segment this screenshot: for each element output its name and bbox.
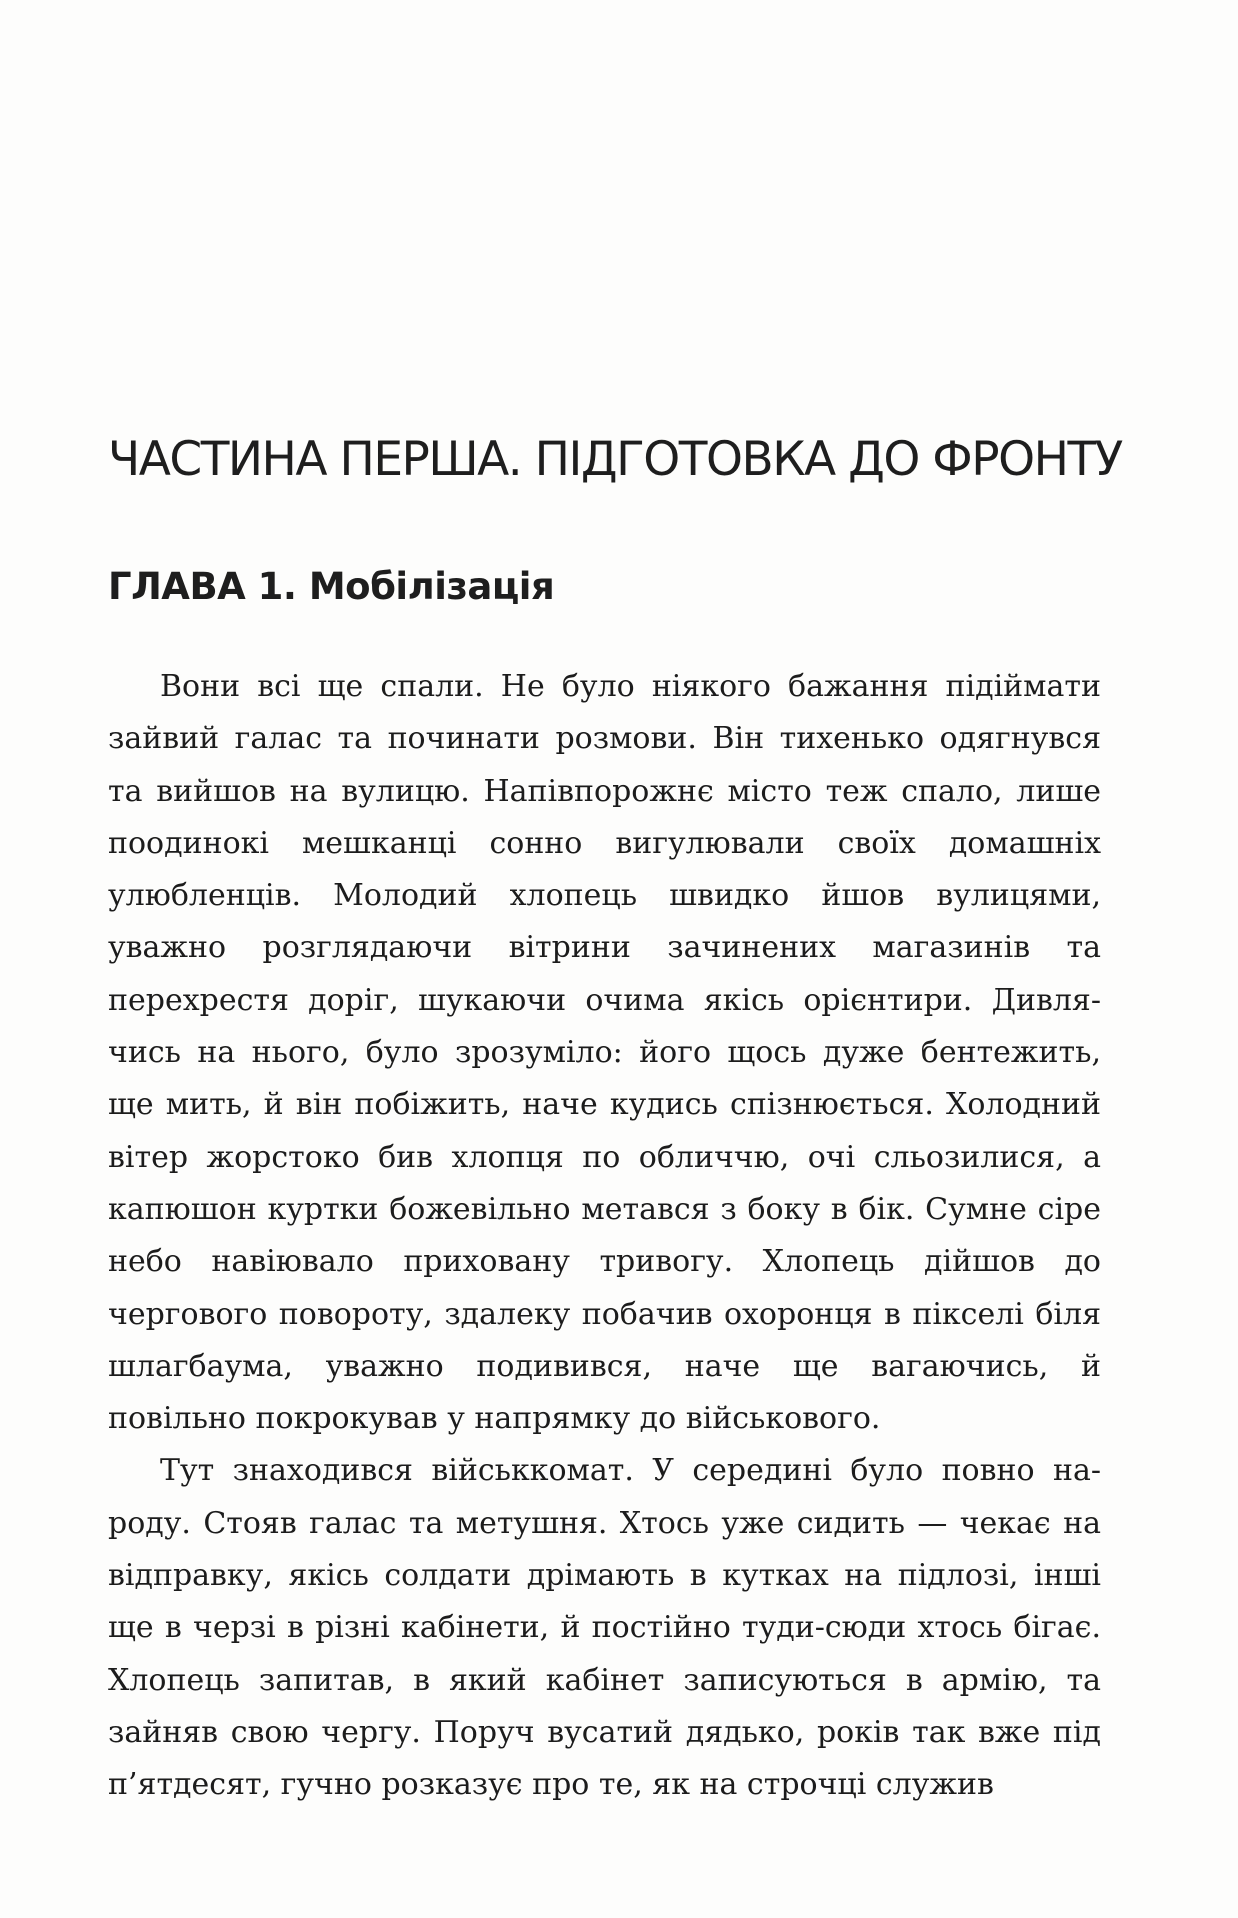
body-text — [108, 661, 1101, 1812]
paragraph: Тут знаходився військкомат. У середині було повно народу. Стояв галас та метушня. Хтось уже сидить — чекає на відправку, якісь солдати дрімають в кутках на підлозі, інші ще в черзі в різні кабінети, й постійно туди-сюди хтось бігає. Хлопець запитав, в який кабінет записуються в армію, та зайняв свою чергу. Поруч вусатий дядько, років так вже під п’ятдесят, гучно розказує про те, як на строчці служив — [108, 1453, 1101, 1803]
paragraph: Вони всі ще спали. Не було ніякого бажання підіймати зайвий галас та починати розмови. Він тихенько одягнувся та вийшов на вулицю. Напівпорожнє місто теж спало, лише поодинокі мешканці сонно вигулювали своїх домашніх улюбленців. Молодий хлопець швидко йшов вулицями, уважно розглядаючи вітрини зачинених магазинів та перехрестя доріг, шукаючи очима якісь орієнтири. Дивлячись на нього, було зрозуміло: його щось дуже бентежить, ще мить, й він побіжить, наче кудись спізнюється. Холодний вітер жорстоко бив хлопця по обличчю, очі сльозилися, а капюшон куртки божевільно метався з боку в бік. Сумне сіре небо навіювало приховану тривогу. Хлопець дійшов до чергового повороту, здалеку побачив охоронця в пікселі біля шлагбаума, уважно подивився, наче ще вагаючись, й повільно покрокував у напрямку до військового. — [108, 669, 1101, 1437]
chapter-title: ГЛАВА 1. Мобілізація — [108, 565, 555, 608]
part-title: ЧАСТИНА ПЕРША. ПІДГОТОВКА ДО ФРОНТУ — [108, 432, 1122, 487]
